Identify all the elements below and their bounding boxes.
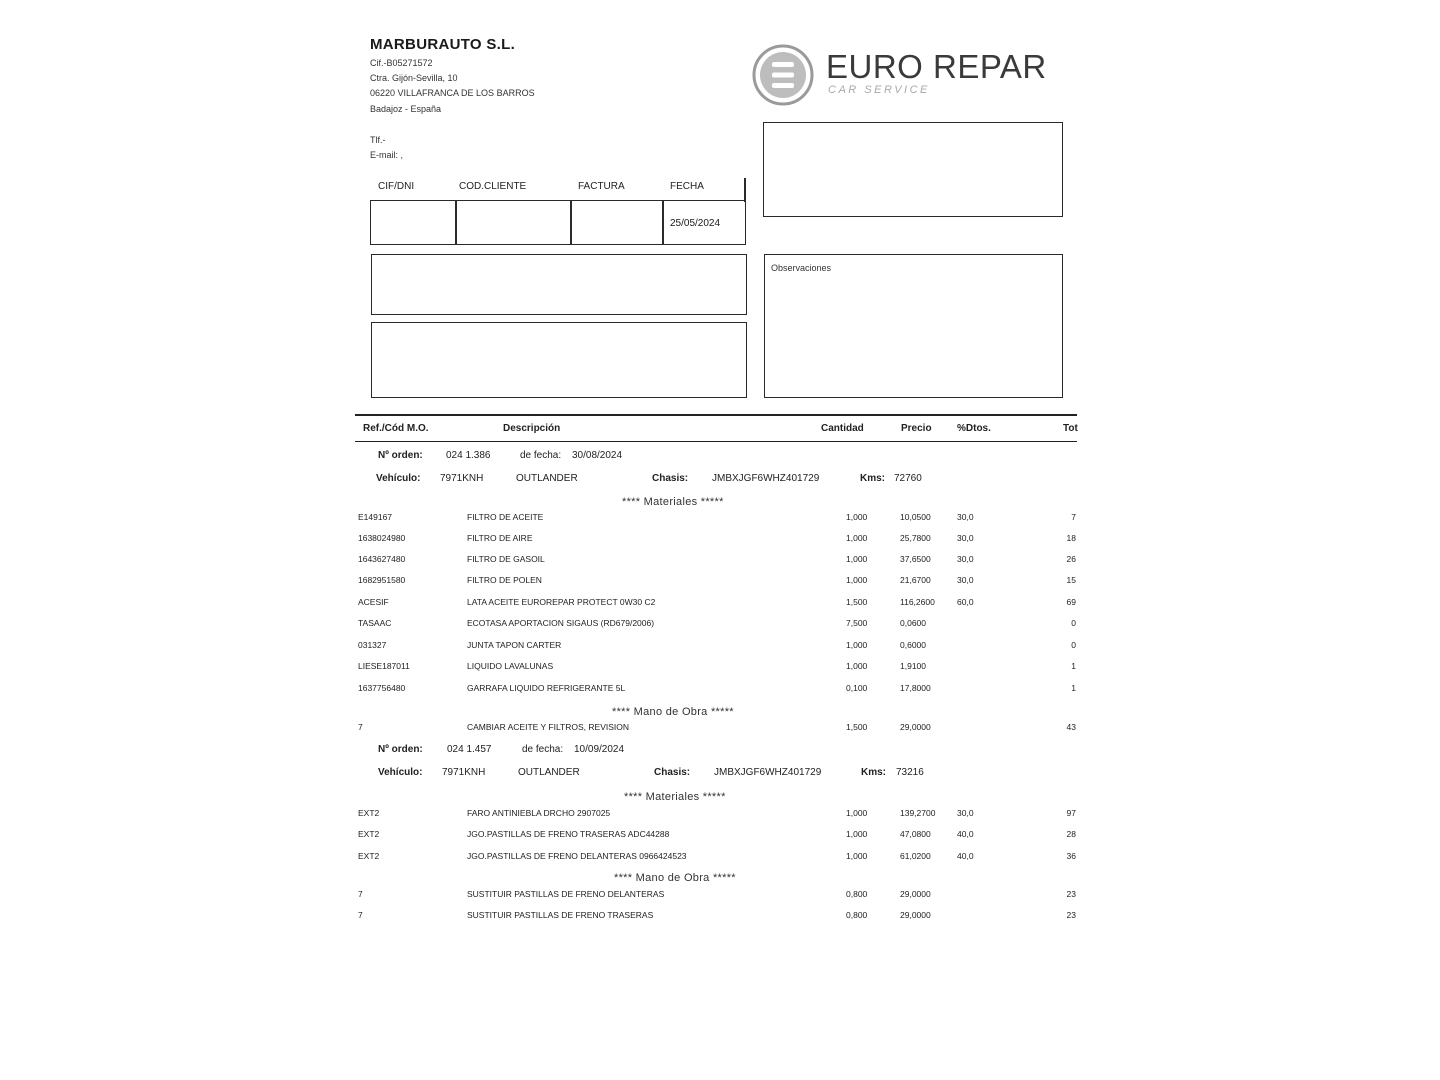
- table-row: [0, 722, 1440, 738]
- vehicle-model: OUTLANDER: [518, 767, 580, 778]
- row-qty: 1,000: [846, 575, 868, 585]
- row-total: 97: [1066, 808, 1076, 818]
- order-line: [0, 450, 1440, 466]
- row-price: 1,9100: [900, 661, 926, 671]
- order-label: Nº orden:: [378, 744, 423, 755]
- row-total: 23: [1066, 889, 1076, 899]
- row-price: 10,0500: [900, 512, 931, 522]
- row-qty: 1,000: [846, 851, 868, 861]
- row-desc: JUNTA TAPON CARTER: [467, 640, 562, 650]
- info-box-1: [371, 254, 747, 315]
- row-desc: SUSTITUIR PASTILLAS DE FRENO DELANTERAS: [467, 889, 665, 899]
- table-row: [0, 683, 1440, 699]
- row-price: 29,0000: [900, 910, 931, 920]
- table-row: [0, 910, 1440, 926]
- row-desc: ECOTASA APORTACION SIGAUS (RD679/2006): [467, 618, 655, 628]
- kms-value: 72760: [894, 473, 922, 484]
- row-desc: CAMBIAR ACEITE Y FILTROS, REVISION: [467, 722, 630, 732]
- chassis-label: Chasis:: [652, 473, 689, 484]
- table-row: [0, 661, 1440, 677]
- row-total: 18: [1066, 533, 1076, 543]
- labour-title: **** Mano de Obra *****: [612, 706, 734, 718]
- row-price: 47,0800: [900, 829, 931, 839]
- row-price: 37,6500: [900, 554, 931, 564]
- table-row: [0, 597, 1440, 613]
- row-price: 61,0200: [900, 851, 931, 861]
- order-date-label: de fecha:: [522, 744, 564, 755]
- grid-divider: [662, 200, 664, 245]
- order-date-label: de fecha:: [520, 450, 562, 461]
- th-discount: %Dtos.: [957, 423, 991, 434]
- row-qty: 1,500: [846, 597, 868, 607]
- th-price: Precio: [901, 423, 932, 434]
- company-address-2: 06220 VILLAFRANCA DE LOS BARROS: [370, 88, 535, 98]
- row-ref: 7: [358, 910, 363, 920]
- row-dto: 60,0: [957, 597, 974, 607]
- eurorepar-emblem-icon: [752, 44, 814, 106]
- row-ref: E149167: [358, 512, 393, 522]
- vehicle-line: [0, 767, 1440, 783]
- col-client-label: COD.CLIENTE: [459, 181, 527, 192]
- th-total: Tot: [1063, 423, 1078, 434]
- row-desc: LIQUIDO LAVALUNAS: [467, 661, 554, 671]
- vehicle-model: OUTLANDER: [516, 473, 578, 484]
- row-dto: 30,0: [957, 554, 974, 564]
- row-qty: 7,500: [846, 618, 868, 628]
- row-total: 28: [1066, 829, 1076, 839]
- row-ref: TASAAC: [358, 618, 392, 628]
- order-date: 10/09/2024: [574, 744, 625, 755]
- row-price: 116,2600: [900, 597, 935, 607]
- table-row: [0, 533, 1440, 549]
- row-dto: 30,0: [957, 533, 974, 543]
- row-ref: 1638024980: [358, 533, 406, 543]
- row-ref: EXT2: [358, 851, 380, 861]
- labour-title: **** Mano de Obra *****: [614, 872, 736, 884]
- eurorepar-logo: [752, 44, 1062, 106]
- vehicle-plate: 7971KNH: [440, 473, 484, 484]
- logo-subtitle: CAR SERVICE: [828, 84, 930, 96]
- row-qty: 1,000: [846, 554, 868, 564]
- grid-divider: [455, 200, 457, 245]
- kms-label: Kms:: [861, 767, 887, 778]
- row-price: 21,6700: [900, 575, 931, 585]
- row-price: 0,6000: [900, 640, 926, 650]
- company-address-3: Badajoz - España: [370, 104, 442, 114]
- row-ref: 1637756480: [358, 683, 406, 693]
- vehicle-label: Vehículo:: [376, 473, 421, 484]
- row-desc: FILTRO DE POLEN: [467, 575, 542, 585]
- row-price: 17,8000: [900, 683, 931, 693]
- row-qty: 0,100: [846, 683, 868, 693]
- order-label: Nº orden:: [378, 450, 423, 461]
- company-email: E-mail: ,: [370, 150, 404, 160]
- th-quantity: Cantidad: [821, 423, 864, 434]
- row-dto: 30,0: [957, 512, 974, 522]
- col-invoice-label: FACTURA: [578, 181, 625, 192]
- row-total: 36: [1066, 851, 1076, 861]
- row-desc: LATA ACEITE EUROREPAR PROTECT 0W30 C2: [467, 597, 656, 607]
- row-total: 15: [1066, 575, 1076, 585]
- row-desc: FARO ANTINIEBLA DRCHO 2907025: [467, 808, 611, 818]
- vehicle-label: Vehículo:: [378, 767, 423, 778]
- row-total: 7: [1071, 512, 1076, 522]
- row-qty: 0,800: [846, 889, 868, 899]
- table-header-rule: [355, 441, 1077, 442]
- kms-label: Kms:: [860, 473, 886, 484]
- chassis-label: Chasis:: [654, 767, 691, 778]
- company-cif: Cif.-B05271572: [370, 58, 433, 68]
- row-ref: 1682951580: [358, 575, 406, 585]
- row-desc: FILTRO DE ACEITE: [467, 512, 544, 522]
- row-desc: FILTRO DE GASOIL: [467, 554, 545, 564]
- row-total: 0: [1071, 640, 1076, 650]
- row-qty: 1,500: [846, 722, 868, 732]
- order-line: [0, 744, 1440, 760]
- company-address-1: Ctra. Gijón-Sevilla, 10: [370, 73, 458, 83]
- col-cif-label: CIF/DNI: [378, 181, 415, 192]
- row-qty: 1,000: [846, 512, 868, 522]
- row-ref: 1643627480: [358, 554, 406, 564]
- row-total: 23: [1066, 910, 1076, 920]
- row-total: 69: [1066, 597, 1076, 607]
- table-top-rule: [355, 414, 1077, 416]
- row-total: 43: [1066, 722, 1076, 732]
- row-desc: SUSTITUIR PASTILLAS DE FRENO TRASERAS: [467, 910, 654, 920]
- row-desc: FILTRO DE AIRE: [467, 533, 533, 543]
- grid-divider: [570, 200, 572, 245]
- row-desc: GARRAFA LIQUIDO REFRIGERANTE 5L: [467, 683, 626, 693]
- table-row: [0, 889, 1440, 905]
- kms-value: 73216: [896, 767, 924, 778]
- row-qty: 1,000: [846, 829, 868, 839]
- table-row: [0, 575, 1440, 591]
- col-date-label: FECHA: [670, 181, 704, 192]
- row-ref: 7: [358, 722, 363, 732]
- table-row: [0, 618, 1440, 634]
- company-name: MARBURAUTO S.L.: [370, 36, 516, 53]
- table-row: [0, 512, 1440, 528]
- chassis-number: JMBXJGF6WHZ401729: [714, 767, 822, 778]
- table-row: [0, 554, 1440, 570]
- observations-label: Observaciones: [771, 263, 832, 273]
- row-qty: 1,000: [846, 661, 868, 671]
- row-ref: EXT2: [358, 808, 380, 818]
- observations-box: [764, 254, 1063, 398]
- row-ref: LIESE187011: [358, 661, 410, 671]
- row-desc: JGO.PASTILLAS DE FRENO TRASERAS ADC44288: [467, 829, 670, 839]
- row-qty: 1,000: [846, 640, 868, 650]
- header-divider: [744, 178, 746, 202]
- row-desc: JGO.PASTILLAS DE FRENO DELANTERAS 0966424523: [467, 851, 687, 861]
- table-row: [0, 808, 1440, 824]
- order-number: 024 1.457: [447, 744, 492, 755]
- row-total: 1: [1071, 683, 1076, 693]
- row-dto: 30,0: [957, 575, 974, 585]
- order-date: 30/08/2024: [572, 450, 623, 461]
- row-dto: 30,0: [957, 808, 974, 818]
- row-price: 29,0000: [900, 722, 931, 732]
- info-box-2: [371, 322, 747, 398]
- row-total: 26: [1066, 554, 1076, 564]
- company-phone: Tlf.-: [370, 135, 386, 145]
- chassis-number: JMBXJGF6WHZ401729: [712, 473, 820, 484]
- row-ref: ACESIF: [358, 597, 389, 607]
- row-price: 139,2700: [900, 808, 936, 818]
- row-dto: 40,0: [957, 829, 974, 839]
- row-price: 0,0600: [900, 618, 926, 628]
- row-qty: 1,000: [846, 533, 868, 543]
- table-row: [0, 829, 1440, 845]
- order-number: 024 1.386: [446, 450, 491, 461]
- table-row: [0, 640, 1440, 656]
- row-qty: 0,800: [846, 910, 868, 920]
- row-dto: 40,0: [957, 851, 974, 861]
- vehicle-line: [0, 473, 1440, 489]
- row-ref: EXT2: [358, 829, 380, 839]
- customer-address-box: [763, 122, 1063, 217]
- th-description: Descripción: [503, 423, 561, 434]
- table-row: [0, 851, 1440, 867]
- row-ref: 7: [358, 889, 363, 899]
- materials-title: **** Materiales *****: [624, 791, 726, 803]
- th-ref: Ref./Cód M.O.: [363, 423, 429, 434]
- row-ref: 031327: [358, 640, 387, 650]
- row-price: 29,0000: [900, 889, 931, 899]
- row-total: 1: [1071, 661, 1076, 671]
- row-total: 0: [1071, 618, 1076, 628]
- row-price: 25,7800: [900, 533, 931, 543]
- materials-title: **** Materiales *****: [622, 496, 724, 508]
- logo-title: EURO REPAR: [826, 48, 1047, 85]
- row-qty: 1,000: [846, 808, 868, 818]
- vehicle-plate: 7971KNH: [442, 767, 486, 778]
- invoice-date: 25/05/2024: [670, 218, 721, 229]
